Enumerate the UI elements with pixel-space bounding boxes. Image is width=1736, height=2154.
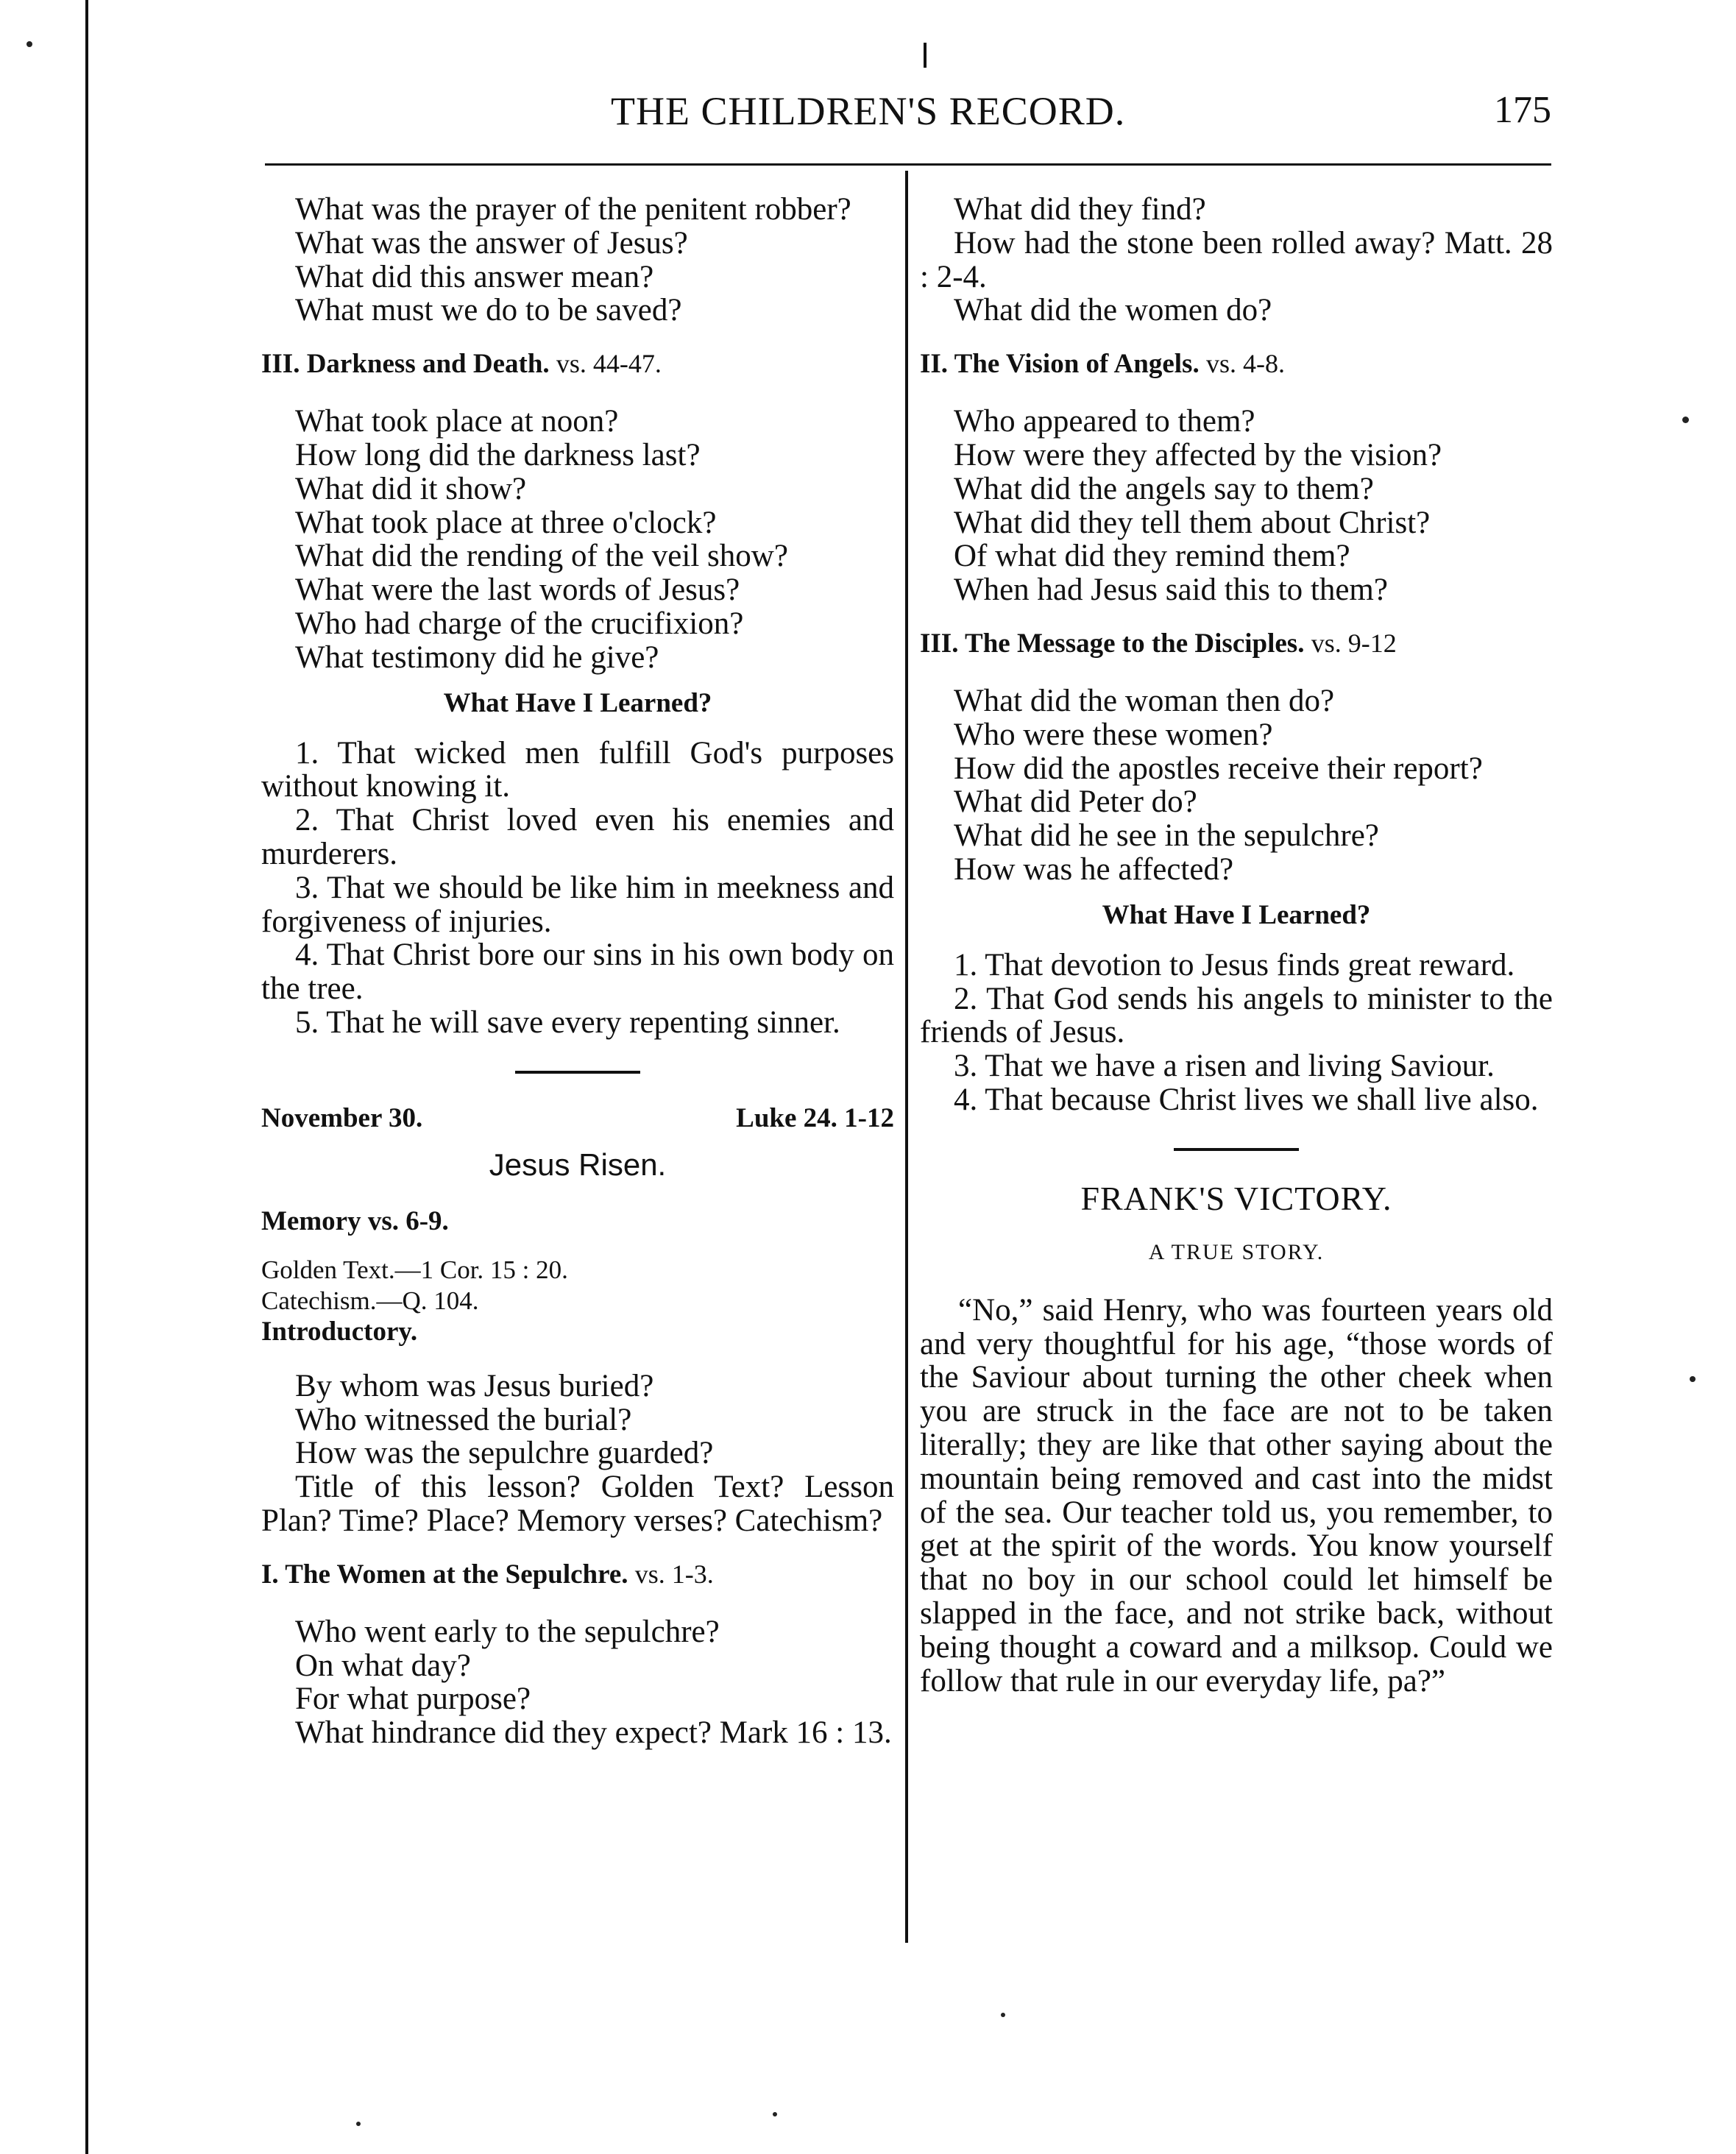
question: Who had charge of the crucifixion? <box>295 606 744 641</box>
story-title: FRANK'S VICTORY. <box>1080 1179 1392 1217</box>
question: Who appeared to them? <box>954 404 1255 439</box>
question: What did Peter do? <box>954 784 1197 820</box>
introductory-heading: Introductory. <box>261 1316 418 1347</box>
learned-item: 3. That we have a risen and living Saviour. <box>954 1049 1495 1084</box>
question: What was the answer of Jesus? <box>295 225 688 261</box>
section-heading <box>920 628 1553 659</box>
question: How was the sepulchre guarded? <box>295 1436 714 1471</box>
question: What did the angels say to them? <box>954 471 1374 506</box>
memory-verses: Memory vs. 6-9. <box>261 1205 449 1236</box>
print-speck <box>1690 1376 1696 1382</box>
question: How were they affected by the vision? <box>954 437 1442 472</box>
section-rule <box>515 1071 640 1074</box>
story-paragraph: “No,” said Henry, who was fourteen years old and very thoughtful for his age, “those words of the Saviour about turning the other cheek when you are struck in the face are not to be taken literally; they are like that other saying about the mountain being removed and cast into the midst of the sea. Our teacher told us, you remember, to get at the spirit of the words. You know yourself that no boy in our school could let himself be slapped in the face, and not strike back, without being thought a coward and a milksop. Could we follow that rule in our everyday life, pa?” <box>920 1292 1553 1698</box>
header-rule <box>265 163 1551 166</box>
question: Title of this lesson? Golden Text? Lesson Plan? Time? Place? Memory verses? Catechism? <box>261 1470 894 1538</box>
page-number: 175 <box>1494 89 1551 131</box>
section-title: III. Darkness and Death. <box>261 349 550 380</box>
question: What did it show? <box>295 471 527 506</box>
section-title: I. The Women at the Sepulchre. <box>261 1559 628 1590</box>
learned-heading: What Have I Learned? <box>1102 899 1371 930</box>
question: What hindrance did they expect? Mark 16 : 13. <box>295 1715 892 1751</box>
question: When had Jesus said this to them? <box>954 573 1388 608</box>
section-title: III. The Message to the Disciples. <box>920 628 1305 659</box>
question: What did they tell them about Christ? <box>954 505 1431 540</box>
verse-ref: vs. 4-8. <box>1205 349 1285 379</box>
margin-rule <box>85 0 88 2154</box>
learned-item: 2. That God sends his angels to minister to the friends of Jesus. <box>920 981 1553 1050</box>
question: Who witnessed the burial? <box>295 1402 632 1437</box>
lesson-reference: Luke 24. 1-12 <box>736 1102 894 1133</box>
learned-item: 4. That Christ bore our sins in his own body on the tree. <box>261 938 894 1007</box>
learned-heading: What Have I Learned? <box>443 687 712 718</box>
question: What did he see in the sepulchre? <box>954 818 1379 854</box>
section-heading <box>261 1559 894 1590</box>
lesson-title: Jesus Risen. <box>489 1147 667 1182</box>
question: On what day? <box>295 1648 471 1683</box>
question: For what purpose? <box>295 1682 531 1717</box>
question: Who were these women? <box>954 717 1273 752</box>
section-rule <box>1174 1148 1299 1151</box>
question: By whom was Jesus buried? <box>295 1368 654 1403</box>
verse-ref: vs. 44-47. <box>556 349 662 379</box>
lesson-date: November 30. <box>261 1102 423 1133</box>
learned-item: 1. That wicked men fulfill God's purposes without knowing it. <box>261 735 894 804</box>
column-divider <box>905 171 908 1943</box>
question: Of what did they remind them? <box>954 539 1350 574</box>
section-heading <box>261 348 894 380</box>
golden-text: Golden Text.—1 Cor. 15 : 20. <box>261 1255 568 1284</box>
learned-item: 2. That Christ loved even his enemies and murderers. <box>261 803 894 871</box>
print-speck <box>26 41 32 47</box>
question: What was the prayer of the penitent robber? <box>295 192 851 227</box>
verse-ref: vs. 9-12 <box>1311 628 1397 658</box>
catechism: Catechism.—Q. 104. <box>261 1286 479 1315</box>
question: What did the woman then do? <box>954 683 1335 718</box>
running-head: THE CHILDREN'S RECORD. <box>611 89 1126 133</box>
print-speck <box>1001 2013 1005 2017</box>
section-heading <box>920 348 1553 380</box>
question: How long did the darkness last? <box>295 437 701 472</box>
question: How had the stone been rolled away? Matt. 28 : 2-4. <box>920 225 1553 294</box>
question: What did they find? <box>954 192 1206 227</box>
question: How was he affected? <box>954 851 1234 887</box>
question: How did the apostles receive their report? <box>954 751 1483 786</box>
question: What took place at three o'clock? <box>295 505 717 540</box>
story-body <box>920 1294 1553 1698</box>
question: What did this answer mean? <box>295 259 654 294</box>
question: What must we do to be saved? <box>295 293 682 328</box>
lesson-line <box>261 1103 894 1134</box>
left-column <box>261 193 894 1750</box>
question: What took place at noon? <box>295 404 619 439</box>
question: Who went early to the sepulchre? <box>295 1614 720 1649</box>
learned-item: 4. That because Christ lives we shall live also. <box>954 1082 1539 1117</box>
print-speck <box>1682 417 1689 423</box>
story-subtitle: A TRUE STORY. <box>1148 1239 1325 1264</box>
question: What did the women do? <box>954 293 1272 328</box>
learned-item: 1. That devotion to Jesus finds great reward. <box>954 947 1515 982</box>
print-mark <box>924 43 927 68</box>
print-speck <box>356 2122 361 2126</box>
learned-item: 5. That he will save every repenting sinner. <box>295 1005 840 1040</box>
question: What testimony did he give? <box>295 640 659 675</box>
question: What were the last words of Jesus? <box>295 573 740 608</box>
right-column <box>920 193 1553 1698</box>
verse-ref: vs. 1-3. <box>634 1559 714 1589</box>
section-title: II. The Vision of Angels. <box>920 349 1200 380</box>
question: What did the rending of the veil show? <box>295 539 788 574</box>
learned-item: 3. That we should be like him in meekness and forgiveness of injuries. <box>261 870 894 939</box>
print-speck <box>773 2112 777 2116</box>
